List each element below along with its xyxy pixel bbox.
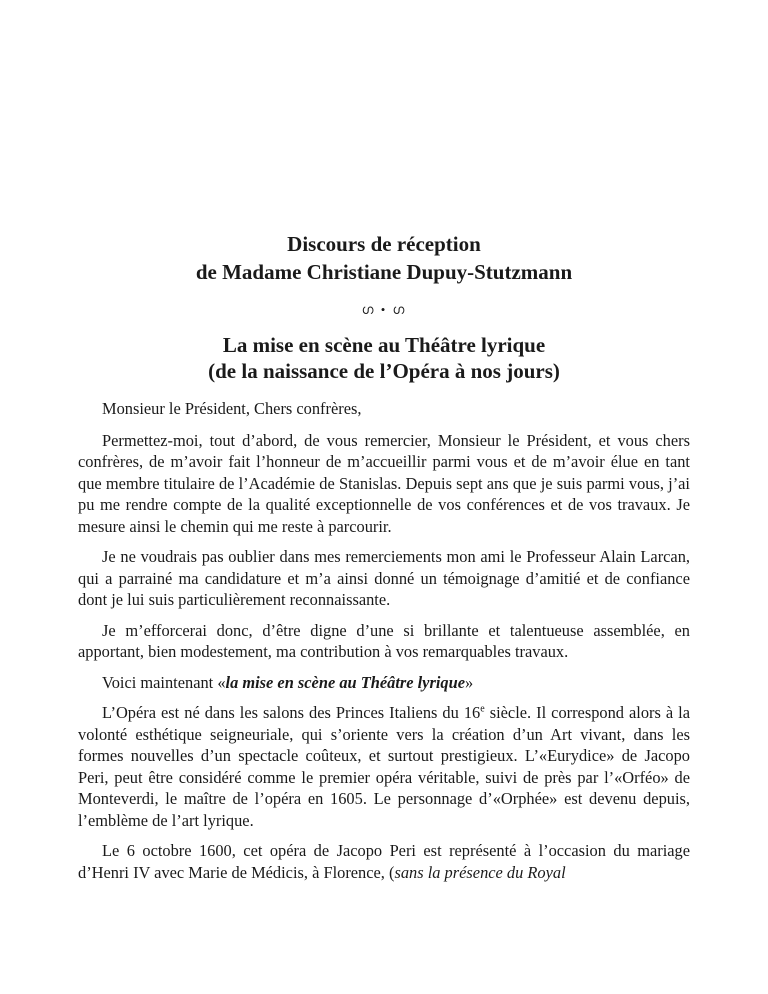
century-superscript: e [480, 703, 485, 715]
speech-subtitle-line-1: La mise en scène au Théâtre lyrique [222, 333, 546, 357]
peri-performance-italic: sans la présence du Royal [394, 862, 566, 882]
paragraph-peri-performance [78, 840, 690, 883]
paragraph-thanks: Permettez-moi, tout d’abord, de vous remercier, Monsieur le Président, et vous chers confrères, de m’avoir fait l’honneur de m’accueillir parmi vous et de m’avoir élue en tant que membre titulaire de l’Académie de Stanislas. Depuis sept ans que je suis parmi vous, j’ai pu me rendre compte de la qualité exceptionnelle de vos conférences et de vos travaux. Je mesure ainsi le chemin qui me reste à parcourir. [78, 430, 690, 536]
topic-title: la mise en scène au Théâtre lyrique [225, 672, 465, 692]
speech-subtitle [78, 332, 690, 384]
topic-intro-suffix: » [464, 672, 474, 692]
opera-origins-text-b: siècle. Il correspond alors à la volonté esthétique seigneuriale, qui s’oriente vers la création d’un Art vivant, dans les formes nouvelles d’un spectacle coûteux, et surtout prestigieux. L’«Eurydice» de Jacopo Peri, peut être considéré comme le premier opéra véritable, suivi de près par l’«Orféo» de Monteverdi, le maître de l’opéra en 1605. Le personnage d’«Orphée» est devenu depuis, l’emblème de l’art lyrique. [78, 703, 691, 830]
speech-heading-line-2: de Madame Christiane Dupuy-Stutzmann [195, 260, 573, 284]
document-page [78, 230, 690, 892]
paragraph-sponsor: Je ne voudrais pas oublier dans mes remerciements mon ami le Professeur Alain Larcan, qui a parrainé ma candidature et m’a ainsi donné un témoignage d’amitié et de confiance dont je lui suis particulièrement reconnaissante. [78, 547, 690, 609]
paragraph-contribution: Je m’efforcerai donc, d’être digne d’une si brillante et talentueuse assemblée, en apportant, bien modestement, ma contribution à vos remarquables travaux. [78, 620, 690, 661]
opera-origins-text-a: L’Opéra est né dans les salons des Princes Italiens du 16 [102, 703, 481, 722]
topic-intro-prefix: Voici maintenant « [102, 672, 226, 692]
paragraph-opera-origins [78, 702, 690, 831]
speech-heading-line-1: Discours de réception [287, 232, 481, 256]
speech-heading [78, 230, 690, 286]
paragraph-greeting: Monsieur le Président, Chers confrères, [102, 399, 362, 418]
speech-subtitle-line-2: (de la naissance de l’Opéra à nos jours) [208, 359, 560, 383]
paragraph-topic-intro [78, 672, 690, 694]
ornament-divider: ഗ • ഗ [361, 302, 407, 317]
peri-performance-text: Le 6 octobre 1600, cet opéra de Jacopo Peri est représenté à l’occasion du mariage d’Henri IV avec Marie de Médicis, à Florence, ( [78, 841, 690, 882]
